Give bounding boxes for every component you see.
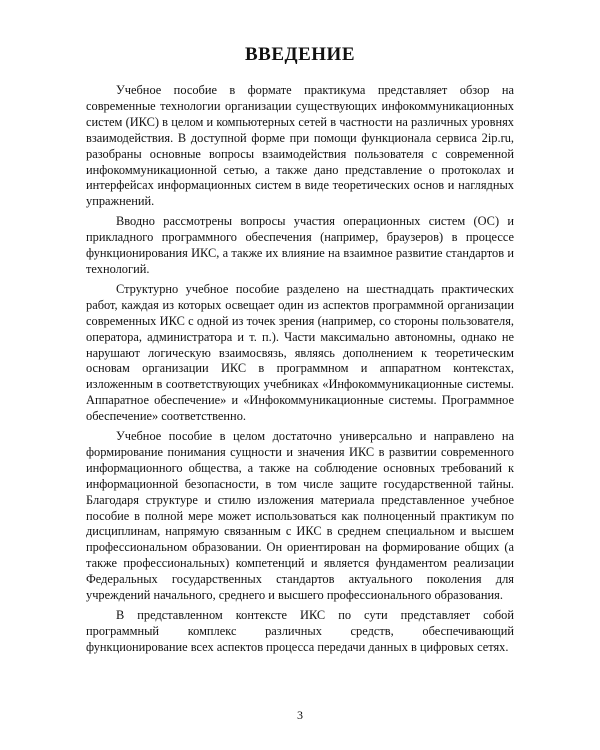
body-text	[86, 83, 514, 660]
paragraph-purpose: Учебное пособие в целом достаточно универсально и направлено на формирование понимания сущности и значения ИКС в развитии современного информационного общества, а также на соблюдение основных требований к информационной безопасности, в том числе защите государственной тайны. Благодаря структуре и стилю изложения материала представленное учебное пособие в полной мере может использоваться как полноценный практикум по дисциплинам, напрямую связанным с ИКС в среднем специальном и высшем профессиональном образовании. Он ориентирован на формирование общих (а также профессиональных) компетенций и является фундаментом реализации Федеральных государственных стандартов актуального поколения для учреждений начального, среднего и высшего профессионального образования.	[86, 429, 514, 603]
page-number: 3	[297, 708, 303, 722]
paragraph-os-software: Вводно рассмотрены вопросы участия операционных систем (ОС) и прикладного программного обеспечения (например, браузеров) в процессе функционирования ИКС, а также их влияние на взаимное развитие стандартов и технологий.	[86, 214, 514, 276]
page-title: ВВЕДЕНИЕ	[245, 44, 355, 65]
paragraph-structure: Структурно учебное пособие разделено на шестнадцать практических работ, каждая из которых освещает один из аспектов программной организации современных ИКС с одной из точек зрения (например, со стороны пользователя, оператора, администратора и т. п.). Части максимально автономны, однако не нарушают логическую взаимосвязь, являясь дополнением к теоретическим основам организации ИКС в программном и аппаратном контекстах, изложенным в соответствующих учебниках «Инфокоммуникационные системы. Аппаратное обеспечение» и «Инфокоммуникационные системы. Программное обеспечение» соответственно.	[86, 281, 514, 424]
paragraph-context: В представленном контексте ИКС по сути представляет собой программный комплекс различных средств, обеспечивающий функционирование всех аспектов процесса передачи данных в цифровых сетях.	[86, 608, 514, 654]
paragraph-overview: Учебное пособие в формате практикума представляет обзор на современные технологии организации существующих инфокоммуникационных систем (ИКС) в целом и компьютерных сетей в частности на различных уровнях взаимодействия. В доступной форме при помощи функционала сервиса 2ip.ru, разобраны основные вопросы взаимодействия пользователя с современной инфокоммуникационной сетью, а также дано представление о протоколах и интерфейсах информационных систем в виде теоретических основ и наглядных упражнений.	[86, 83, 514, 209]
